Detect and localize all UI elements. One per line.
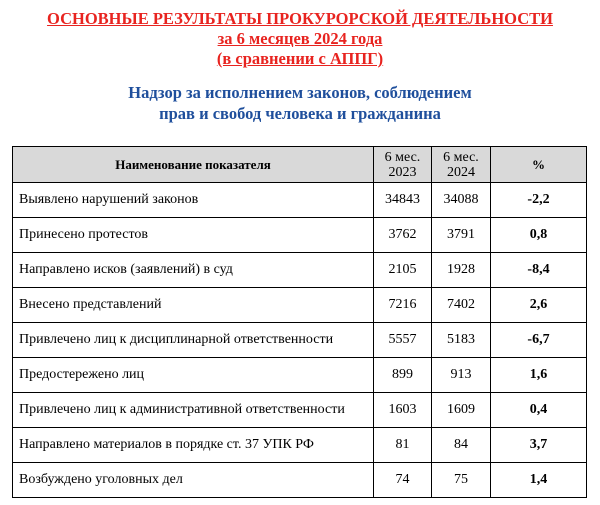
table-row [13, 253, 587, 288]
table-row [13, 183, 587, 218]
table-row [13, 463, 587, 498]
row-percent: -6,7 [491, 323, 587, 358]
row-percent: -2,2 [491, 183, 587, 218]
report-title-line-2: за 6 месяцев 2024 года [217, 29, 383, 48]
table-header-row [13, 147, 587, 183]
table-row [13, 428, 587, 463]
column-header-percent: % [491, 147, 587, 183]
column-header-2023 [374, 147, 432, 183]
column-header-2024-line-2: 2024 [447, 164, 475, 180]
table-row [13, 288, 587, 323]
row-value-2024: 913 [432, 358, 491, 393]
row-value-2023: 7216 [374, 288, 432, 323]
row-value-2023: 2105 [374, 253, 432, 288]
row-value-2024: 5183 [432, 323, 491, 358]
row-percent: 0,4 [491, 393, 587, 428]
section-title-line-2: прав и свобод человека и гражданина [159, 104, 441, 123]
row-value-2023: 34843 [374, 183, 432, 218]
column-header-2023-line-1: 6 мес. [384, 149, 421, 165]
row-value-2023: 3762 [374, 218, 432, 253]
table-row [13, 218, 587, 253]
row-indicator-name: Направлено материалов в порядке ст. 37 УПК РФ [13, 428, 374, 463]
row-indicator-name: Привлечено лиц к дисциплинарной ответственности [13, 323, 374, 358]
table-row [13, 393, 587, 428]
table-row [13, 358, 587, 393]
section-title-line-1: Надзор за исполнением законов, соблюдением [128, 83, 472, 102]
report-title-line-1: ОСНОВНЫЕ РЕЗУЛЬТАТЫ ПРОКУРОРСКОЙ ДЕЯТЕЛЬНОСТИ [47, 9, 553, 28]
row-value-2024: 34088 [432, 183, 491, 218]
row-percent: -8,4 [491, 253, 587, 288]
row-percent: 1,4 [491, 463, 587, 498]
column-header-indicator: Наименование показателя [13, 147, 374, 183]
row-indicator-name: Предостережено лиц [13, 358, 374, 393]
report-title-line-3: (в сравнении с АППГ) [216, 49, 384, 68]
row-value-2023: 899 [374, 358, 432, 393]
row-indicator-name: Возбуждено уголовных дел [13, 463, 374, 498]
column-header-2024 [432, 147, 491, 183]
row-value-2024: 84 [432, 428, 491, 463]
row-value-2024: 1609 [432, 393, 491, 428]
row-value-2023: 5557 [374, 323, 432, 358]
row-value-2024: 75 [432, 463, 491, 498]
row-value-2023: 74 [374, 463, 432, 498]
column-header-2023-line-2: 2023 [388, 164, 417, 180]
row-percent: 2,6 [491, 288, 587, 323]
row-indicator-name: Направлено исков (заявлений) в суд [13, 253, 374, 288]
section-title [0, 82, 600, 124]
row-indicator-name: Привлечено лиц к административной ответственности [13, 393, 374, 428]
row-value-2024: 3791 [432, 218, 491, 253]
row-percent: 0,8 [491, 218, 587, 253]
table-row [13, 323, 587, 358]
row-value-2023: 1603 [374, 393, 432, 428]
column-header-2024-line-1: 6 мес. [443, 149, 479, 165]
row-indicator-name: Принесено протестов [13, 218, 374, 253]
row-value-2024: 1928 [432, 253, 491, 288]
row-value-2024: 7402 [432, 288, 491, 323]
row-indicator-name: Внесено представлений [13, 288, 374, 323]
row-value-2023: 81 [374, 428, 432, 463]
results-table [12, 146, 587, 498]
report-title [0, 0, 600, 69]
row-percent: 1,6 [491, 358, 587, 393]
row-percent: 3,7 [491, 428, 587, 463]
row-indicator-name: Выявлено нарушений законов [13, 183, 374, 218]
